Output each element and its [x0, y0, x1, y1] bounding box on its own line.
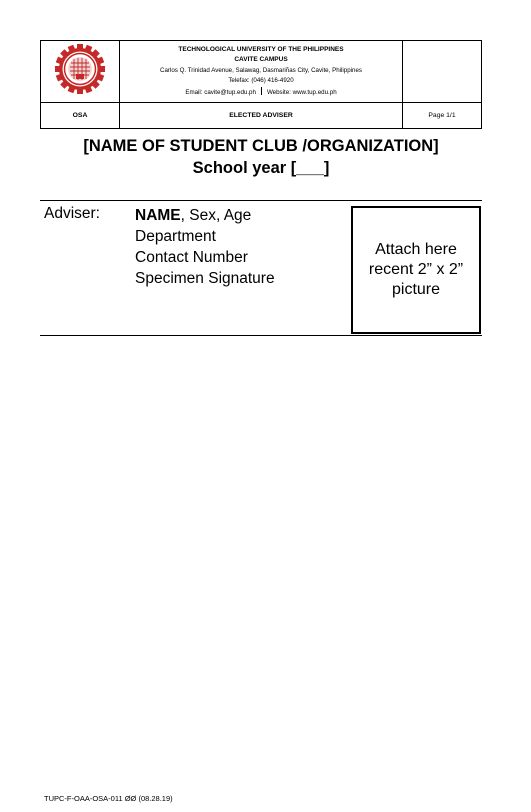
document-header	[40, 40, 482, 129]
form-code: TUPC-F-OAA-OSA-011 ØØ (08.28.19)	[44, 794, 173, 803]
adviser-label: Adviser:	[44, 205, 100, 222]
telefax: Telefax: (046) 416-4920	[228, 77, 294, 85]
tup-gear-seal-icon	[52, 41, 108, 97]
photo-placeholder-text: Attach here recent 2” x 2” picture	[368, 241, 464, 298]
signature-field: Specimen Signature	[135, 270, 275, 287]
divider-top	[40, 200, 482, 201]
photo-placeholder-box	[351, 206, 481, 334]
name-line	[135, 205, 275, 226]
page-number: Page 1/1	[403, 103, 482, 129]
sex-age-field: , Sex, Age	[180, 207, 252, 224]
contact-line	[120, 87, 402, 99]
divider-bottom	[40, 335, 482, 336]
campus-name: CAVITE CAMPUS	[234, 56, 288, 64]
campus-address: Carlos Q. Trinidad Avenue, Salawag, Dasmariñas City, Cavite, Philippines	[160, 66, 362, 74]
university-info	[120, 41, 403, 103]
blank-cell	[403, 41, 482, 103]
school-year: School year [___]	[192, 159, 330, 177]
name-field: NAME	[135, 207, 181, 224]
office-label: OSA	[41, 103, 120, 129]
divider	[261, 87, 262, 95]
email-text: Email: cavite@tup.edu.ph	[185, 88, 256, 96]
university-name: TECHNOLOGICAL UNIVERSITY OF THE PHILIPPINES	[178, 45, 344, 53]
website-text: Website: www.tup.edu.ph	[266, 88, 337, 96]
organization-title: [NAME OF STUDENT CLUB /ORGANIZATION]	[83, 137, 439, 155]
adviser-details	[135, 205, 275, 289]
logo-cell	[41, 41, 120, 103]
form-title: ELECTED ADVISER	[120, 103, 403, 129]
department-field: Department	[135, 228, 216, 245]
contact-field: Contact Number	[135, 249, 248, 266]
